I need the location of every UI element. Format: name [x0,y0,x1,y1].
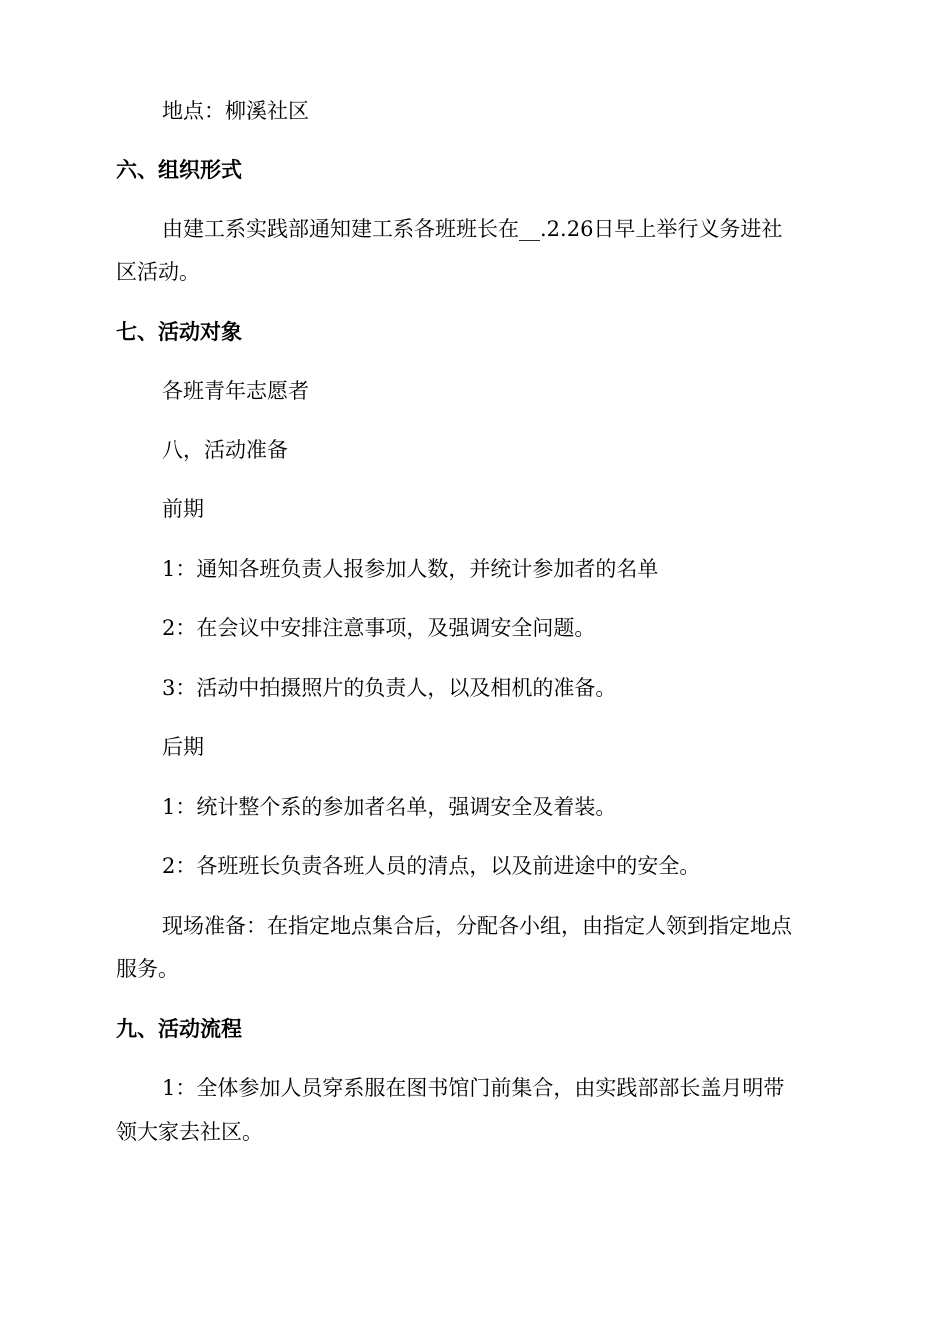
section-heading-organization: 六、组织形式 [116,158,242,182]
section-heading-preparation: 八，活动准备 [162,438,288,462]
early-item: 3：活动中拍摄照片的负责人，以及相机的准备。 [162,676,617,700]
late-item: 2：各班班长负责各班人员的清点，以及前进途中的安全。 [162,854,701,878]
late-item: 1：统计整个系的参加者名单，强调安全及着装。 [162,795,617,819]
early-stage-label: 前期 [162,497,204,521]
section-heading-target: 七、活动对象 [116,320,242,344]
organization-paragraph-line-2: 区活动。 [116,260,200,284]
early-item: 2：在会议中安排注意事项，及强调安全问题。 [162,616,596,640]
process-paragraph-line-2: 领大家去社区。 [116,1120,263,1144]
onsite-paragraph-line-1: 现场准备：在指定地点集合后，分配各小组，由指定人领到指定地点 [162,914,792,938]
section-heading-process: 九、活动流程 [116,1017,242,1041]
process-paragraph-line-1: 1：全体参加人员穿系服在图书馆门前集合，由实践部部长盖月明带 [162,1076,785,1100]
onsite-paragraph-line-2: 服务。 [116,957,179,981]
late-stage-label: 后期 [162,735,204,759]
organization-paragraph-line-1: 由建工系实践部通知建工系各班班长在__.2.26日早上举行义务进社 [162,217,783,241]
target-paragraph: 各班青年志愿者 [162,379,309,403]
early-item: 1：通知各班负责人报参加人数，并统计参加者的名单 [162,557,659,581]
location-line: 地点：柳溪社区 [162,99,309,123]
